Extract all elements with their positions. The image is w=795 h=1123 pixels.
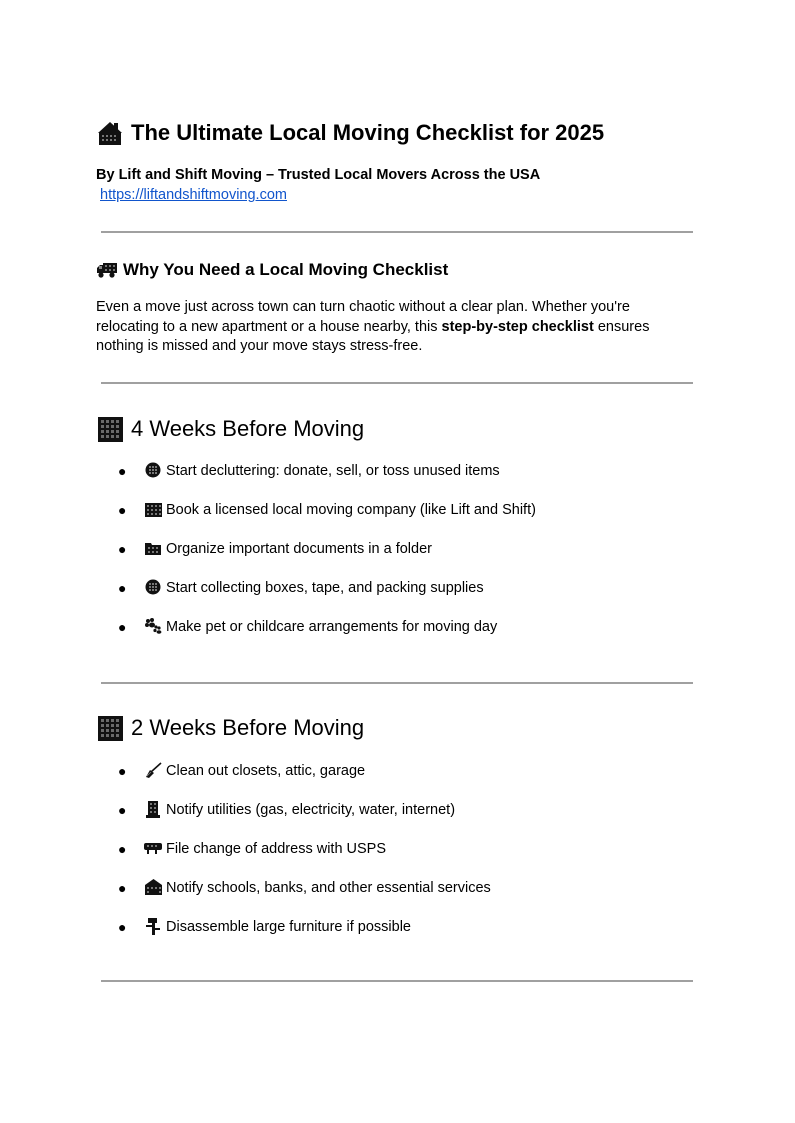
item-text: Disassemble large furniture if possible [166,919,411,935]
list-item [118,501,536,540]
building-icon [144,501,162,517]
why-heading-text: Why You Need a Local Moving Checklist [123,260,449,279]
bullet: ● [118,619,127,635]
item-text: Make pet or childcare arrangements for moving day [166,619,498,635]
bullet: ● [118,919,127,935]
list-item [118,462,536,501]
list-item [118,801,491,840]
why-paragraph [96,298,696,357]
paragraph-text-end: ensures nothing is missed and your move stays stress-free. [96,318,650,354]
two-weeks-heading-text: 2 Weeks Before Moving [131,715,365,740]
bullet: ● [118,763,127,779]
four-weeks-list [118,462,536,657]
bullet: ● [118,580,127,596]
list-item [118,840,491,879]
bullet: ● [118,841,127,857]
broom-icon [144,762,162,778]
box-icon [144,579,162,595]
truck-icon [96,260,118,280]
house-icon [96,119,124,147]
calendar-icon [96,415,124,443]
bullet: ● [118,802,127,818]
divider [101,682,693,684]
why-heading [96,259,448,281]
plug-icon [144,801,162,817]
title-text: The Ultimate Local Moving Checklist for 2025 [131,120,605,145]
list-item [118,918,491,957]
mailbox-icon [144,840,162,856]
item-text: Clean out closets, attic, garage [166,763,366,779]
bullet: ● [118,541,127,557]
item-text: Book a licensed local moving company (like Lift and Shift) [166,502,536,518]
list-item [118,540,536,579]
item-text: Notify utilities (gas, electricity, water, internet) [166,802,456,818]
bullet: ● [118,880,127,896]
bullet: ● [118,463,127,479]
byline: By Lift and Shift Moving – Trusted Local Movers Across the USA [96,167,541,183]
list-item [118,579,536,618]
box-icon [144,462,162,478]
item-text: Notify schools, banks, and other essential services [166,880,491,896]
item-text: Organize important documents in a folder [166,541,432,557]
list-item [118,618,536,657]
divider [101,980,693,982]
item-text: Start decluttering: donate, sell, or toss unused items [166,463,500,479]
two-weeks-heading [96,714,364,742]
paw-icon [144,618,162,634]
item-text: Start collecting boxes, tape, and packing supplies [166,580,484,596]
school-icon [144,879,162,895]
folder-icon [144,540,162,556]
paragraph-text-start: Even a move just across town can turn chaotic without a clear plan. Whether you're relocating to a new apartment or a house nearby, this [96,299,630,335]
website-link[interactable]: https://liftandshiftmoving.com [100,187,287,203]
bullet: ● [118,502,127,518]
tools-icon [144,918,162,934]
paragraph-emphasis: step-by-step checklist [441,318,594,335]
list-item [118,879,491,918]
list-item [118,762,491,801]
divider [101,382,693,384]
document-title [96,118,604,148]
calendar-icon [96,714,124,742]
item-text: File change of address with USPS [166,841,387,857]
four-weeks-heading-text: 4 Weeks Before Moving [131,416,365,441]
four-weeks-heading [96,415,364,443]
two-weeks-list [118,762,491,957]
divider [101,231,693,233]
